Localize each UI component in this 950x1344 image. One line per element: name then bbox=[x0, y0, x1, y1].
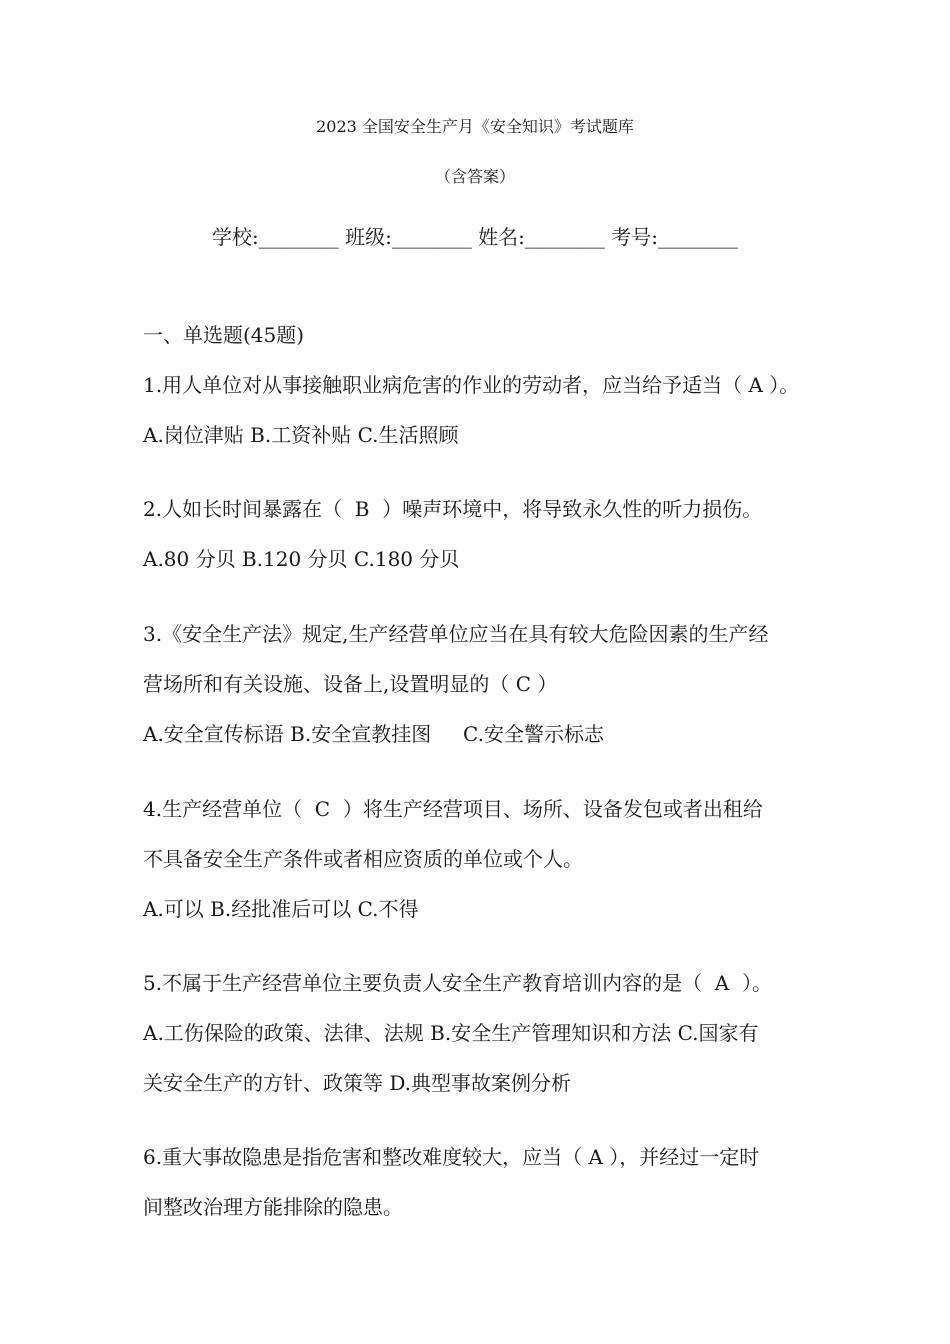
question-3-text-line1: 3.《安全生产法》规定,生产经营单位应当在具有较大危险因素的生产经 bbox=[143, 622, 769, 646]
question-6-text-line2: 间整改治理方能排除的隐患。 bbox=[143, 1195, 403, 1219]
section-heading: 一、单选题(45题) bbox=[143, 323, 305, 347]
question-2-text: 2.人如长时间暴露在（ B ）噪声环境中，将导致永久性的听力损伤。 bbox=[143, 497, 763, 521]
document-title-line1: 2023 全国安全生产月《安全知识》考试题库 bbox=[316, 117, 634, 136]
question-5-text: 5.不属于生产经营单位主要负责人安全生产教育培训内容的是（ A ）。 bbox=[143, 971, 772, 995]
question-6-text-line1: 6.重大事故隐患是指危害和整改难度较大，应当（ A ），并经过一定时 bbox=[143, 1145, 760, 1169]
question-3-options: A.安全宣传标语 B.安全宣教挂图 C.安全警示标志 bbox=[143, 722, 604, 746]
question-5-options-line1: A.工伤保险的政策、法律、法规 B.安全生产管理知识和方法 C.国家有 bbox=[143, 1021, 759, 1045]
question-1-text: 1.用人单位对从事接触职业病危害的作业的劳动者，应当给予适当（ A ）。 bbox=[143, 373, 800, 397]
student-info-line: 学校:________ 班级:________ 姓名:________ 考号:________ bbox=[211, 225, 739, 249]
question-4-text-line2: 不具备安全生产条件或者相应资质的单位或个人。 bbox=[143, 847, 583, 871]
question-5-options-line2: 关安全生产的方针、政策等 D.典型事故案例分析 bbox=[143, 1071, 572, 1095]
question-1-options: A.岗位津贴 B.工资补贴 C.生活照顾 bbox=[143, 423, 459, 447]
question-3-text-line2: 营场所和有关设施、设备上,设置明显的（ C ） bbox=[143, 672, 558, 696]
question-4-options: A.可以 B.经批准后可以 C.不得 bbox=[143, 897, 419, 921]
question-4-text-line1: 4.生产经营单位（ C ）将生产经营项目、场所、设备发包或者出租给 bbox=[143, 797, 763, 821]
document-title-line2: （含答案） bbox=[434, 167, 515, 186]
question-2-options: A.80 分贝 B.120 分贝 C.180 分贝 bbox=[143, 547, 460, 571]
